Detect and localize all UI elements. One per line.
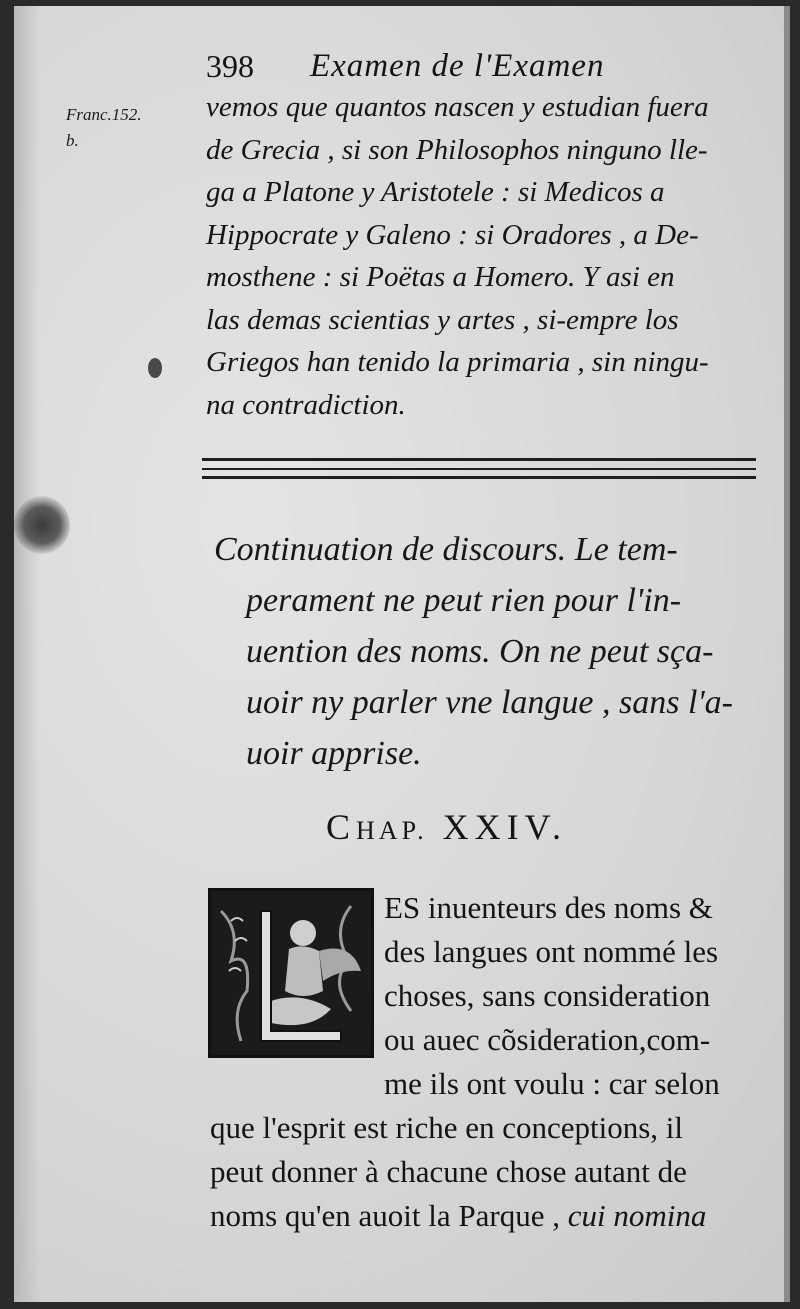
ink-spot — [148, 358, 162, 378]
body-line: des langues ont nommé les — [384, 934, 719, 969]
chapter-label-initial: C — [326, 807, 357, 847]
body-line: choses, sans consideration — [384, 978, 711, 1013]
latin-phrase: cui nomina — [567, 1198, 707, 1233]
margin-note-line: Franc.152. — [66, 105, 142, 124]
quote-line: las demas scientias y artes , si-empre los — [206, 303, 679, 336]
margin-note-line: b. — [66, 131, 79, 150]
quote-line: ga a Platone y Aristotele : si Medicos a — [206, 176, 665, 208]
chapter-label: HAP. — [356, 816, 428, 845]
body-text — [210, 886, 780, 1238]
spanish-quote — [206, 86, 776, 426]
divider-rule-bottom — [202, 476, 756, 479]
body-line: peut donner à chacune chose autant de — [210, 1154, 687, 1189]
divider-rule-top — [202, 458, 756, 461]
body-line: que l'esprit est riche en conceptions, il — [210, 1110, 684, 1145]
quote-line: Hippocrate y Galeno : si Oradores , a De- — [206, 218, 699, 251]
body-line-last-text: noms qu'en auoit la Parque , — [210, 1198, 560, 1233]
quote-line: mosthene : si Poëtas a Homero. Y asi en — [206, 261, 675, 293]
ink-stain — [14, 496, 70, 554]
chapter-summary — [214, 524, 774, 779]
page-header — [200, 48, 740, 88]
body-line: ES inuenteurs des noms & — [384, 890, 713, 925]
margin-note — [66, 102, 196, 154]
quote-line: vemos que quantos nascen y estudian fuera — [206, 91, 709, 123]
chapter-heading — [326, 806, 567, 848]
quote-line: de Grecia , si son Philosophos ninguno lle- — [206, 133, 708, 166]
summary-line: uoir ny parler vne langue , sans l'a- — [246, 684, 733, 721]
summary-line: uention des noms. On ne peut sça- — [246, 633, 714, 670]
chapter-numeral: XXIV. — [442, 807, 567, 847]
body-line-last — [210, 1194, 780, 1238]
page-edge — [784, 6, 790, 1302]
summary-line: uoir apprise. — [246, 735, 422, 772]
quote-line: Griegos han tenido la primaria , sin ningu- — [206, 346, 709, 378]
quote-line: na contradiction. — [206, 388, 406, 421]
body-line: ou auec cõsideration,com- — [384, 1022, 711, 1057]
body-line: me ils ont voulu : car selon — [384, 1066, 720, 1101]
divider-rule-middle — [202, 468, 756, 470]
page-number: 398 — [206, 48, 254, 84]
running-title: Examen de l'Examen — [310, 48, 605, 84]
book-page — [14, 6, 790, 1302]
summary-line: perament ne peut rien pour l'in- — [246, 582, 682, 619]
binding-shadow — [14, 6, 40, 1302]
summary-line: Continuation de discours. Le tem- — [214, 531, 678, 568]
